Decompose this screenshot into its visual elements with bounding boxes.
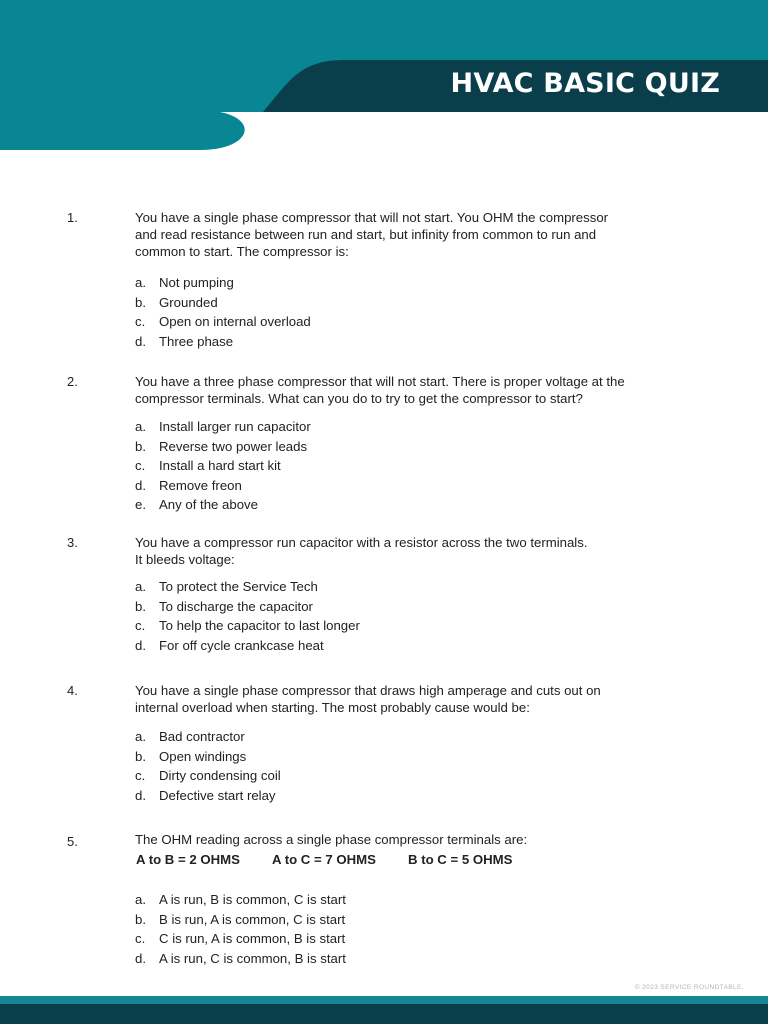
answer-option[interactable] <box>135 495 655 515</box>
option-letter: c. <box>135 931 146 947</box>
question-text <box>135 534 665 568</box>
question-text-line: You have a compressor run capacitor with a resistor across the two terminals. <box>135 535 588 550</box>
answer-option[interactable] <box>135 766 655 786</box>
ohm-reading: B to C = 5 OHMS <box>408 852 513 867</box>
answer-option[interactable] <box>135 727 655 747</box>
option-letter: c. <box>135 458 146 474</box>
option-letter: b. <box>135 748 146 764</box>
answer-option[interactable] <box>135 597 655 617</box>
option-letter: b. <box>135 438 146 454</box>
answer-option[interactable] <box>135 293 655 313</box>
option-letter: a. <box>135 729 146 744</box>
ohm-readings <box>136 852 512 867</box>
option-text: Open on internal overload <box>159 314 311 330</box>
option-text: Install a hard start kit <box>159 458 281 474</box>
answer-option[interactable] <box>135 910 655 930</box>
question-number: 4. <box>67 683 78 698</box>
answer-option[interactable] <box>135 437 655 457</box>
question-number: 5. <box>67 834 78 849</box>
answer-option[interactable] <box>135 890 655 910</box>
option-text: Grounded <box>159 294 218 310</box>
answer-option[interactable] <box>135 786 655 806</box>
question-text-line: You have a three phase compressor that will not start. There is proper voltage at the <box>135 374 625 389</box>
answer-option[interactable] <box>135 616 655 636</box>
answer-options <box>135 417 655 515</box>
question-text-line: internal overload when starting. The most probably cause would be: <box>135 700 530 715</box>
question-text-line: You have a single phase compressor that will not start. You OHM the compressor <box>135 210 609 225</box>
option-text: Remove freon <box>159 477 242 493</box>
option-text: To protect the Service Tech <box>159 579 318 594</box>
option-text: Any of the above <box>159 497 258 513</box>
option-letter: d. <box>135 333 146 349</box>
option-letter: c. <box>135 768 146 784</box>
option-letter: c. <box>135 618 146 634</box>
option-text: For off cycle crankcase heat <box>159 637 324 653</box>
ohm-reading: A to C = 7 OHMS <box>272 852 376 867</box>
option-letter: a. <box>135 579 146 594</box>
question-number: 3. <box>67 535 78 550</box>
option-letter: b. <box>135 294 146 310</box>
answer-option[interactable] <box>135 577 655 597</box>
question-number: 1. <box>67 210 78 225</box>
option-letter: a. <box>135 892 146 907</box>
option-text: Three phase <box>159 333 234 349</box>
question-number: 2. <box>67 374 78 389</box>
answer-options <box>135 890 655 968</box>
answer-option[interactable] <box>135 747 655 767</box>
answer-option[interactable] <box>135 929 655 949</box>
answer-options <box>135 273 655 351</box>
option-text: Bad contractor <box>159 729 245 744</box>
option-text: Dirty condensing coil <box>159 768 281 784</box>
option-text: Not pumping <box>159 275 234 290</box>
question-text-line: The OHM reading across a single phase compressor terminals are: <box>135 832 528 847</box>
answer-option[interactable] <box>135 476 655 496</box>
copyright-notice: © 2023 SERVICE ROUNDTABLE. <box>634 984 744 991</box>
option-letter: d. <box>135 637 146 653</box>
option-letter: a. <box>135 275 146 290</box>
question-text <box>135 682 665 716</box>
option-letter: d. <box>135 787 146 803</box>
question-text <box>135 373 665 407</box>
answer-option[interactable] <box>135 456 655 476</box>
option-letter: b. <box>135 911 146 927</box>
footer-bar <box>0 1004 768 1024</box>
question-text-line: You have a single phase compressor that draws high amperage and cuts out on <box>135 683 601 698</box>
answer-option[interactable] <box>135 949 655 969</box>
option-letter: c. <box>135 314 146 330</box>
answer-options <box>135 577 655 655</box>
option-letter: d. <box>135 477 146 493</box>
question-text-line: and read resistance between run and start, but infinity from common to run and <box>135 227 597 242</box>
option-text: To help the capacitor to last longer <box>159 618 360 634</box>
answer-option[interactable] <box>135 332 655 352</box>
question-text-line: compressor terminals. What can you do to try to get the compressor to start? <box>135 391 583 406</box>
option-text: B is run, A is common, C is start <box>159 911 346 927</box>
option-letter: a. <box>135 419 146 434</box>
answer-option[interactable] <box>135 417 655 437</box>
answer-option[interactable] <box>135 273 655 293</box>
question-text-line: It bleeds voltage: <box>135 552 235 567</box>
footer-accent-bar <box>0 996 768 1004</box>
option-text: Defective start relay <box>159 787 276 803</box>
option-text: A is run, B is common, C is start <box>159 892 346 907</box>
option-text: A is run, C is common, B is start <box>159 950 346 966</box>
question-text <box>135 209 665 260</box>
option-letter: e. <box>135 497 146 513</box>
option-text: To discharge the capacitor <box>159 598 313 614</box>
answer-option[interactable] <box>135 312 655 332</box>
answer-options <box>135 727 655 805</box>
option-letter: d. <box>135 950 146 966</box>
option-text: Reverse two power leads <box>159 438 308 454</box>
question-text <box>135 831 665 848</box>
question-text-line: common to start. The compressor is: <box>135 244 349 259</box>
page-title: HVAC BASIC QUIZ <box>450 68 720 99</box>
answer-option[interactable] <box>135 636 655 656</box>
option-text: Install larger run capacitor <box>159 419 311 434</box>
option-text: C is run, A is common, B is start <box>159 931 346 947</box>
option-text: Open windings <box>159 748 247 764</box>
option-letter: b. <box>135 598 146 614</box>
ohm-reading: A to B = 2 OHMS <box>136 852 240 867</box>
